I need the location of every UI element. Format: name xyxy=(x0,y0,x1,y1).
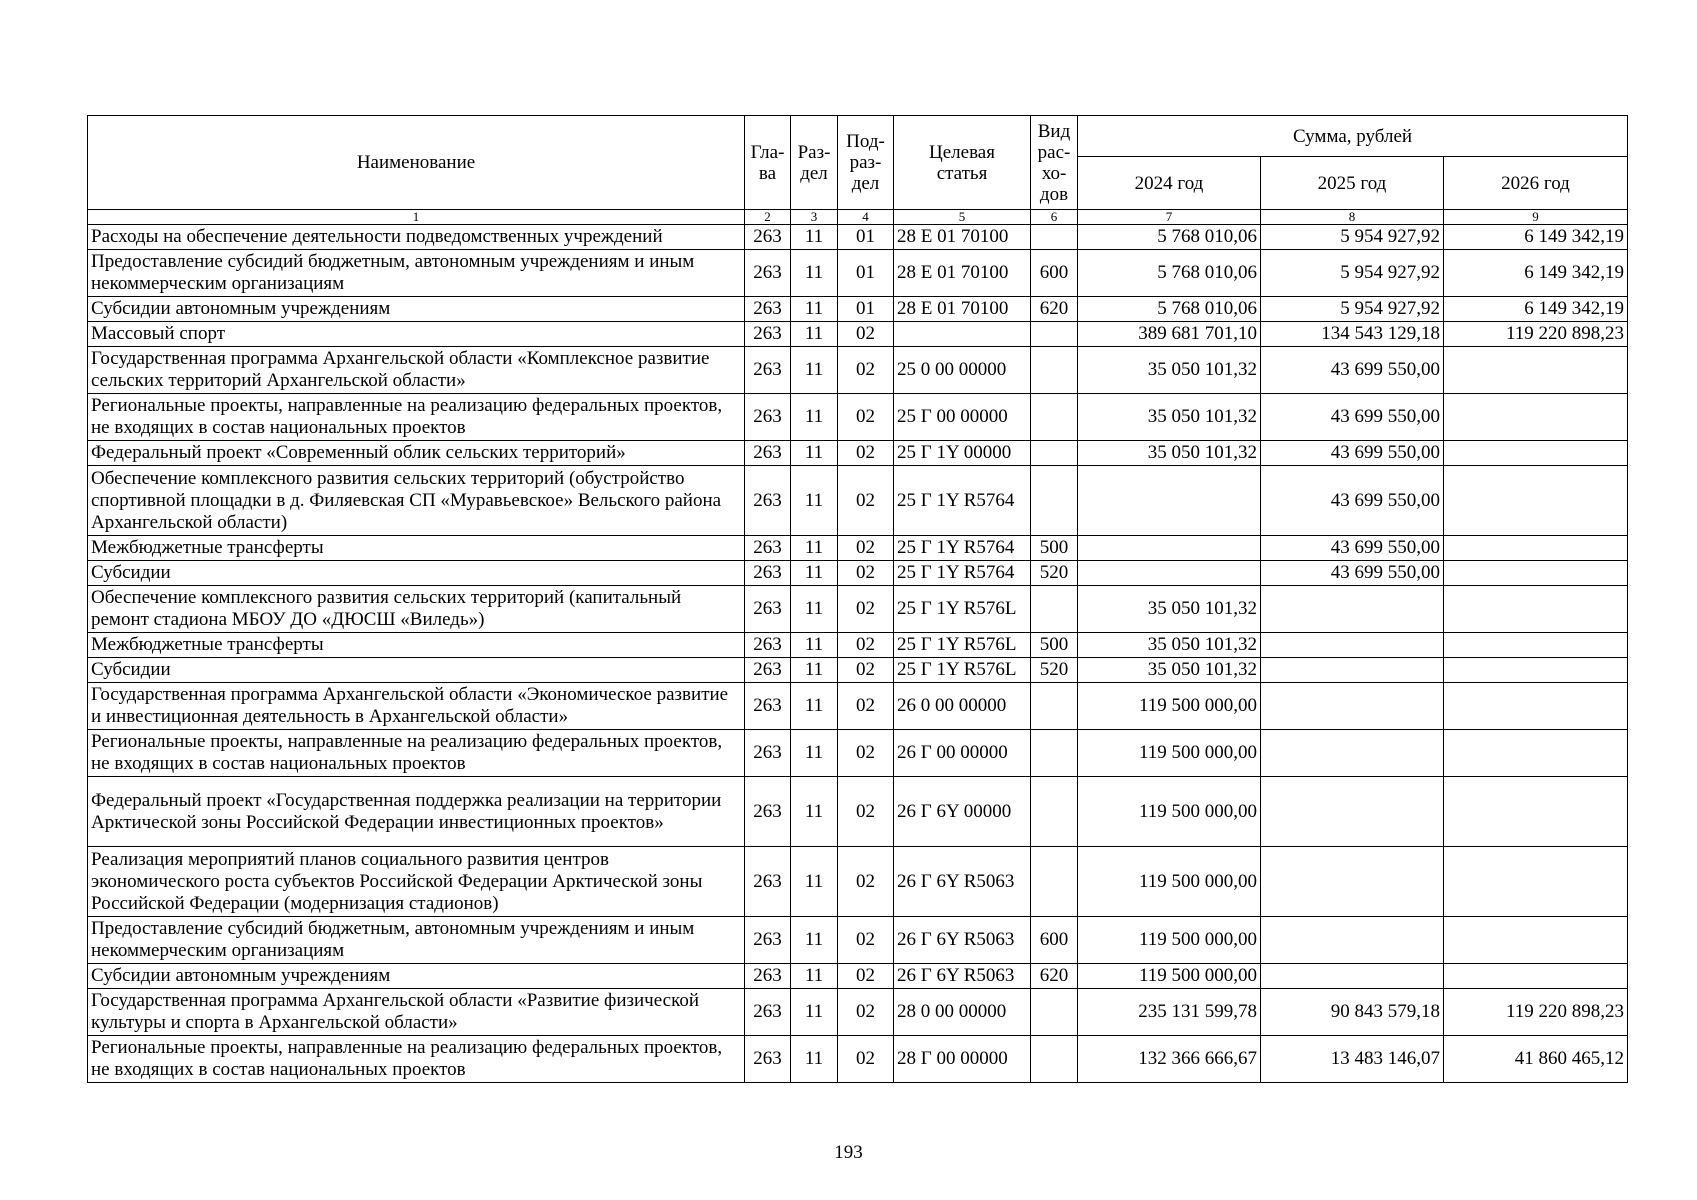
row-amount-2024: 389 681 701,10 xyxy=(1078,322,1261,347)
row-amount-2024: 35 050 101,32 xyxy=(1078,586,1261,633)
row-amount-2026: 6 149 342,19 xyxy=(1444,250,1628,297)
row-glava: 263 xyxy=(745,394,791,441)
row-name: Государственная программа Архангельской области «Комплексное развитие сельских территорий Архангельской области» xyxy=(88,347,745,394)
row-amount-2025: 43 699 550,00 xyxy=(1261,561,1444,586)
row-amount-2024: 119 500 000,00 xyxy=(1078,917,1261,964)
row-target-code: 25 0 00 00000 xyxy=(894,347,1031,394)
row-target-code: 25 Г 00 00000 xyxy=(894,394,1031,441)
row-amount-2024: 35 050 101,32 xyxy=(1078,394,1261,441)
header-year-2024: 2024 год xyxy=(1078,157,1261,210)
row-name: Региональные проекты, направленные на реализацию федеральных проектов, не входящих в состав национальных проектов xyxy=(88,394,745,441)
row-amount-2024 xyxy=(1078,466,1261,536)
row-podrazdel: 02 xyxy=(838,586,894,633)
row-amount-2025: 5 954 927,92 xyxy=(1261,250,1444,297)
row-razdel: 11 xyxy=(791,561,838,586)
row-name: Региональные проекты, направленные на реализацию федеральных проектов, не входящих в состав национальных проектов xyxy=(88,1036,745,1083)
row-glava: 263 xyxy=(745,322,791,347)
row-amount-2025 xyxy=(1261,964,1444,989)
row-razdel: 11 xyxy=(791,536,838,561)
row-amount-2025: 43 699 550,00 xyxy=(1261,347,1444,394)
row-name: Межбюджетные трансферты xyxy=(88,633,745,658)
row-vid-rashodov xyxy=(1031,225,1078,250)
table-row xyxy=(88,347,1628,394)
row-podrazdel: 01 xyxy=(838,250,894,297)
row-target-code: 25 Г 1Y R576L xyxy=(894,633,1031,658)
row-glava: 263 xyxy=(745,586,791,633)
row-podrazdel: 02 xyxy=(838,989,894,1036)
row-name: Федеральный проект «Государственная поддержка реализации на территории Арктической зоны Российской Федерации инвестиционных проектов» xyxy=(88,777,745,847)
table-header xyxy=(88,116,1628,225)
column-index: 3 xyxy=(791,210,838,225)
row-name: Обеспечение комплексного развития сельских территорий (капитальный ремонт стадиона МБОУ ДО «ДЮСШ «Виледь») xyxy=(88,586,745,633)
row-podrazdel: 02 xyxy=(838,964,894,989)
row-amount-2026: 119 220 898,23 xyxy=(1444,989,1628,1036)
header-summa: Сумма, рублей xyxy=(1078,116,1628,157)
row-razdel: 11 xyxy=(791,989,838,1036)
row-name: Обеспечение комплексного развития сельских территорий (обустройство спортивной площадки в д. Филяевская СП «Муравьевское» Вельского района Архангельской области) xyxy=(88,466,745,536)
row-glava: 263 xyxy=(745,917,791,964)
row-name: Региональные проекты, направленные на реализацию федеральных проектов, не входящих в состав национальных проектов xyxy=(88,730,745,777)
row-amount-2025 xyxy=(1261,683,1444,730)
row-amount-2025: 90 843 579,18 xyxy=(1261,989,1444,1036)
row-target-code: 25 Г 1Y R5764 xyxy=(894,561,1031,586)
row-podrazdel: 02 xyxy=(838,441,894,466)
row-glava: 263 xyxy=(745,225,791,250)
header-vid-rashodov: Вид рас- хо- дов xyxy=(1031,116,1078,210)
row-podrazdel: 02 xyxy=(838,847,894,917)
page-number: 193 xyxy=(834,1142,863,1163)
row-target-code: 26 Г 6Y R5063 xyxy=(894,964,1031,989)
column-index: 7 xyxy=(1078,210,1261,225)
row-amount-2025 xyxy=(1261,917,1444,964)
table-row xyxy=(88,658,1628,683)
row-razdel: 11 xyxy=(791,658,838,683)
row-target-code: 25 Г 1Y R576L xyxy=(894,658,1031,683)
row-vid-rashodov xyxy=(1031,777,1078,847)
row-glava: 263 xyxy=(745,658,791,683)
row-target-code xyxy=(894,322,1031,347)
table-row xyxy=(88,561,1628,586)
row-amount-2026 xyxy=(1444,536,1628,561)
row-podrazdel: 02 xyxy=(838,777,894,847)
row-vid-rashodov xyxy=(1031,441,1078,466)
row-razdel: 11 xyxy=(791,1036,838,1083)
row-glava: 263 xyxy=(745,250,791,297)
row-vid-rashodov xyxy=(1031,847,1078,917)
row-vid-rashodov: 620 xyxy=(1031,297,1078,322)
row-razdel: 11 xyxy=(791,441,838,466)
row-target-code: 28 Е 01 70100 xyxy=(894,297,1031,322)
row-vid-rashodov xyxy=(1031,322,1078,347)
row-razdel: 11 xyxy=(791,466,838,536)
row-podrazdel: 02 xyxy=(838,683,894,730)
row-name: Субсидии автономным учреждениям xyxy=(88,964,745,989)
row-podrazdel: 02 xyxy=(838,917,894,964)
row-amount-2024: 119 500 000,00 xyxy=(1078,964,1261,989)
row-vid-rashodov xyxy=(1031,394,1078,441)
row-amount-2025 xyxy=(1261,847,1444,917)
row-amount-2026 xyxy=(1444,777,1628,847)
row-razdel: 11 xyxy=(791,847,838,917)
row-target-code: 28 Г 00 00000 xyxy=(894,1036,1031,1083)
row-name: Предоставление субсидий бюджетным, автономным учреждениям и иным некоммерческим организациям xyxy=(88,250,745,297)
row-amount-2025: 43 699 550,00 xyxy=(1261,466,1444,536)
table-row xyxy=(88,730,1628,777)
row-razdel: 11 xyxy=(791,633,838,658)
header-razdel: Раз- дел xyxy=(791,116,838,210)
table-row xyxy=(88,989,1628,1036)
column-index: 4 xyxy=(838,210,894,225)
row-name: Федеральный проект «Современный облик сельских территорий» xyxy=(88,441,745,466)
row-razdel: 11 xyxy=(791,322,838,347)
row-amount-2026 xyxy=(1444,347,1628,394)
row-glava: 263 xyxy=(745,297,791,322)
row-glava: 263 xyxy=(745,730,791,777)
row-glava: 263 xyxy=(745,633,791,658)
row-target-code: 25 Г 1Y R576L xyxy=(894,586,1031,633)
table-row xyxy=(88,683,1628,730)
row-amount-2025: 5 954 927,92 xyxy=(1261,297,1444,322)
row-name: Государственная программа Архангельской области «Экономическое развитие и инвестиционная деятельность в Архангельской области» xyxy=(88,683,745,730)
row-amount-2026 xyxy=(1444,394,1628,441)
row-vid-rashodov: 600 xyxy=(1031,917,1078,964)
column-index: 8 xyxy=(1261,210,1444,225)
table-row xyxy=(88,250,1628,297)
row-podrazdel: 01 xyxy=(838,297,894,322)
row-target-code: 26 Г 6Y R5063 xyxy=(894,847,1031,917)
column-index: 6 xyxy=(1031,210,1078,225)
column-index: 1 xyxy=(88,210,745,225)
row-amount-2025 xyxy=(1261,777,1444,847)
row-amount-2024: 35 050 101,32 xyxy=(1078,633,1261,658)
row-amount-2025 xyxy=(1261,633,1444,658)
row-target-code: 28 Е 01 70100 xyxy=(894,250,1031,297)
row-amount-2025: 43 699 550,00 xyxy=(1261,536,1444,561)
table-row xyxy=(88,777,1628,847)
row-name: Межбюджетные трансферты xyxy=(88,536,745,561)
row-amount-2025: 43 699 550,00 xyxy=(1261,441,1444,466)
row-vid-rashodov: 520 xyxy=(1031,561,1078,586)
row-amount-2026 xyxy=(1444,730,1628,777)
row-amount-2025 xyxy=(1261,658,1444,683)
row-amount-2024: 119 500 000,00 xyxy=(1078,847,1261,917)
row-amount-2026 xyxy=(1444,917,1628,964)
table-row xyxy=(88,917,1628,964)
table-row xyxy=(88,441,1628,466)
header-podrazdel: Под- раз- дел xyxy=(838,116,894,210)
row-amount-2025 xyxy=(1261,730,1444,777)
row-glava: 263 xyxy=(745,347,791,394)
row-amount-2026: 41 860 465,12 xyxy=(1444,1036,1628,1083)
row-amount-2024: 35 050 101,32 xyxy=(1078,658,1261,683)
row-amount-2024: 132 366 666,67 xyxy=(1078,1036,1261,1083)
row-target-code: 25 Г 1Y R5764 xyxy=(894,536,1031,561)
column-index: 9 xyxy=(1444,210,1628,225)
row-amount-2026: 6 149 342,19 xyxy=(1444,297,1628,322)
row-podrazdel: 02 xyxy=(838,322,894,347)
row-amount-2025: 5 954 927,92 xyxy=(1261,225,1444,250)
row-podrazdel: 01 xyxy=(838,225,894,250)
row-vid-rashodov: 500 xyxy=(1031,633,1078,658)
row-amount-2026 xyxy=(1444,683,1628,730)
row-name: Субсидии автономным учреждениям xyxy=(88,297,745,322)
row-glava: 263 xyxy=(745,989,791,1036)
table-row xyxy=(88,394,1628,441)
row-amount-2024: 119 500 000,00 xyxy=(1078,683,1261,730)
table-row xyxy=(88,964,1628,989)
row-vid-rashodov xyxy=(1031,347,1078,394)
table-row xyxy=(88,633,1628,658)
row-razdel: 11 xyxy=(791,777,838,847)
row-vid-rashodov: 500 xyxy=(1031,536,1078,561)
row-amount-2026 xyxy=(1444,561,1628,586)
row-razdel: 11 xyxy=(791,683,838,730)
row-name: Субсидии xyxy=(88,658,745,683)
header-glava: Гла- ва xyxy=(745,116,791,210)
row-glava: 263 xyxy=(745,441,791,466)
row-podrazdel: 02 xyxy=(838,394,894,441)
table-body xyxy=(88,225,1628,1083)
row-amount-2024: 5 768 010,06 xyxy=(1078,225,1261,250)
row-target-code: 26 0 00 00000 xyxy=(894,683,1031,730)
row-razdel: 11 xyxy=(791,586,838,633)
row-target-code: 26 Г 6Y R5063 xyxy=(894,917,1031,964)
row-podrazdel: 02 xyxy=(838,347,894,394)
row-podrazdel: 02 xyxy=(838,658,894,683)
row-podrazdel: 02 xyxy=(838,536,894,561)
row-amount-2025: 134 543 129,18 xyxy=(1261,322,1444,347)
table-row xyxy=(88,225,1628,250)
row-vid-rashodov xyxy=(1031,586,1078,633)
row-amount-2024 xyxy=(1078,536,1261,561)
row-target-code: 28 0 00 00000 xyxy=(894,989,1031,1036)
row-razdel: 11 xyxy=(791,394,838,441)
row-name: Массовый спорт xyxy=(88,322,745,347)
row-vid-rashodov xyxy=(1031,730,1078,777)
row-glava: 263 xyxy=(745,777,791,847)
table-row xyxy=(88,586,1628,633)
table-row xyxy=(88,466,1628,536)
row-amount-2024: 235 131 599,78 xyxy=(1078,989,1261,1036)
row-razdel: 11 xyxy=(791,297,838,322)
row-podrazdel: 02 xyxy=(838,730,894,777)
row-target-code: 28 Е 01 70100 xyxy=(894,225,1031,250)
table-row xyxy=(88,536,1628,561)
row-razdel: 11 xyxy=(791,730,838,777)
row-amount-2025 xyxy=(1261,586,1444,633)
row-razdel: 11 xyxy=(791,250,838,297)
header-celevaya-statya: Целевая статья xyxy=(894,116,1031,210)
row-amount-2026 xyxy=(1444,633,1628,658)
table-row xyxy=(88,847,1628,917)
column-index-row xyxy=(88,210,1628,225)
row-glava: 263 xyxy=(745,536,791,561)
row-glava: 263 xyxy=(745,964,791,989)
row-target-code: 26 Г 00 00000 xyxy=(894,730,1031,777)
header-year-2025: 2025 год xyxy=(1261,157,1444,210)
row-amount-2026 xyxy=(1444,964,1628,989)
row-vid-rashodov: 600 xyxy=(1031,250,1078,297)
row-name: Расходы на обеспечение деятельности подведомственных учреждений xyxy=(88,225,745,250)
row-vid-rashodov xyxy=(1031,989,1078,1036)
row-name: Субсидии xyxy=(88,561,745,586)
row-amount-2024: 119 500 000,00 xyxy=(1078,730,1261,777)
row-amount-2026 xyxy=(1444,586,1628,633)
row-amount-2024: 119 500 000,00 xyxy=(1078,777,1261,847)
row-amount-2024: 35 050 101,32 xyxy=(1078,347,1261,394)
row-razdel: 11 xyxy=(791,225,838,250)
row-vid-rashodov: 520 xyxy=(1031,658,1078,683)
row-vid-rashodov xyxy=(1031,466,1078,536)
row-target-code: 25 Г 1Y 00000 xyxy=(894,441,1031,466)
row-name: Реализация мероприятий планов социального развития центров экономического роста субъектов Российской Федерации Арктической зоны Российской Федерации (модернизация стадионов) xyxy=(88,847,745,917)
table-row xyxy=(88,297,1628,322)
column-index: 2 xyxy=(745,210,791,225)
table-row xyxy=(88,322,1628,347)
row-glava: 263 xyxy=(745,683,791,730)
row-amount-2024: 5 768 010,06 xyxy=(1078,297,1261,322)
header-year-2026: 2026 год xyxy=(1444,157,1628,210)
header-name: Наименование xyxy=(88,116,745,210)
row-podrazdel: 02 xyxy=(838,466,894,536)
row-name: Предоставление субсидий бюджетным, автономным учреждениям и иным некоммерческим организациям xyxy=(88,917,745,964)
row-vid-rashodov xyxy=(1031,683,1078,730)
row-razdel: 11 xyxy=(791,917,838,964)
row-razdel: 11 xyxy=(791,347,838,394)
row-amount-2025: 43 699 550,00 xyxy=(1261,394,1444,441)
row-amount-2024: 35 050 101,32 xyxy=(1078,441,1261,466)
row-amount-2026 xyxy=(1444,847,1628,917)
row-amount-2026 xyxy=(1444,466,1628,536)
row-razdel: 11 xyxy=(791,964,838,989)
row-amount-2024: 5 768 010,06 xyxy=(1078,250,1261,297)
column-index: 5 xyxy=(894,210,1031,225)
row-glava: 263 xyxy=(745,466,791,536)
row-amount-2024 xyxy=(1078,561,1261,586)
row-target-code: 25 Г 1Y R5764 xyxy=(894,466,1031,536)
row-podrazdel: 02 xyxy=(838,561,894,586)
row-glava: 263 xyxy=(745,561,791,586)
row-amount-2025: 13 483 146,07 xyxy=(1261,1036,1444,1083)
budget-table xyxy=(87,115,1628,1083)
row-target-code: 26 Г 6Y 00000 xyxy=(894,777,1031,847)
row-amount-2026 xyxy=(1444,441,1628,466)
row-glava: 263 xyxy=(745,1036,791,1083)
row-podrazdel: 02 xyxy=(838,1036,894,1083)
row-vid-rashodov xyxy=(1031,1036,1078,1083)
table-row xyxy=(88,1036,1628,1083)
row-amount-2026 xyxy=(1444,658,1628,683)
row-glava: 263 xyxy=(745,847,791,917)
row-name: Государственная программа Архангельской области «Развитие физической культуры и спорта в Архангельской области» xyxy=(88,989,745,1036)
row-podrazdel: 02 xyxy=(838,633,894,658)
row-amount-2026: 119 220 898,23 xyxy=(1444,322,1628,347)
row-vid-rashodov: 620 xyxy=(1031,964,1078,989)
row-amount-2026: 6 149 342,19 xyxy=(1444,225,1628,250)
